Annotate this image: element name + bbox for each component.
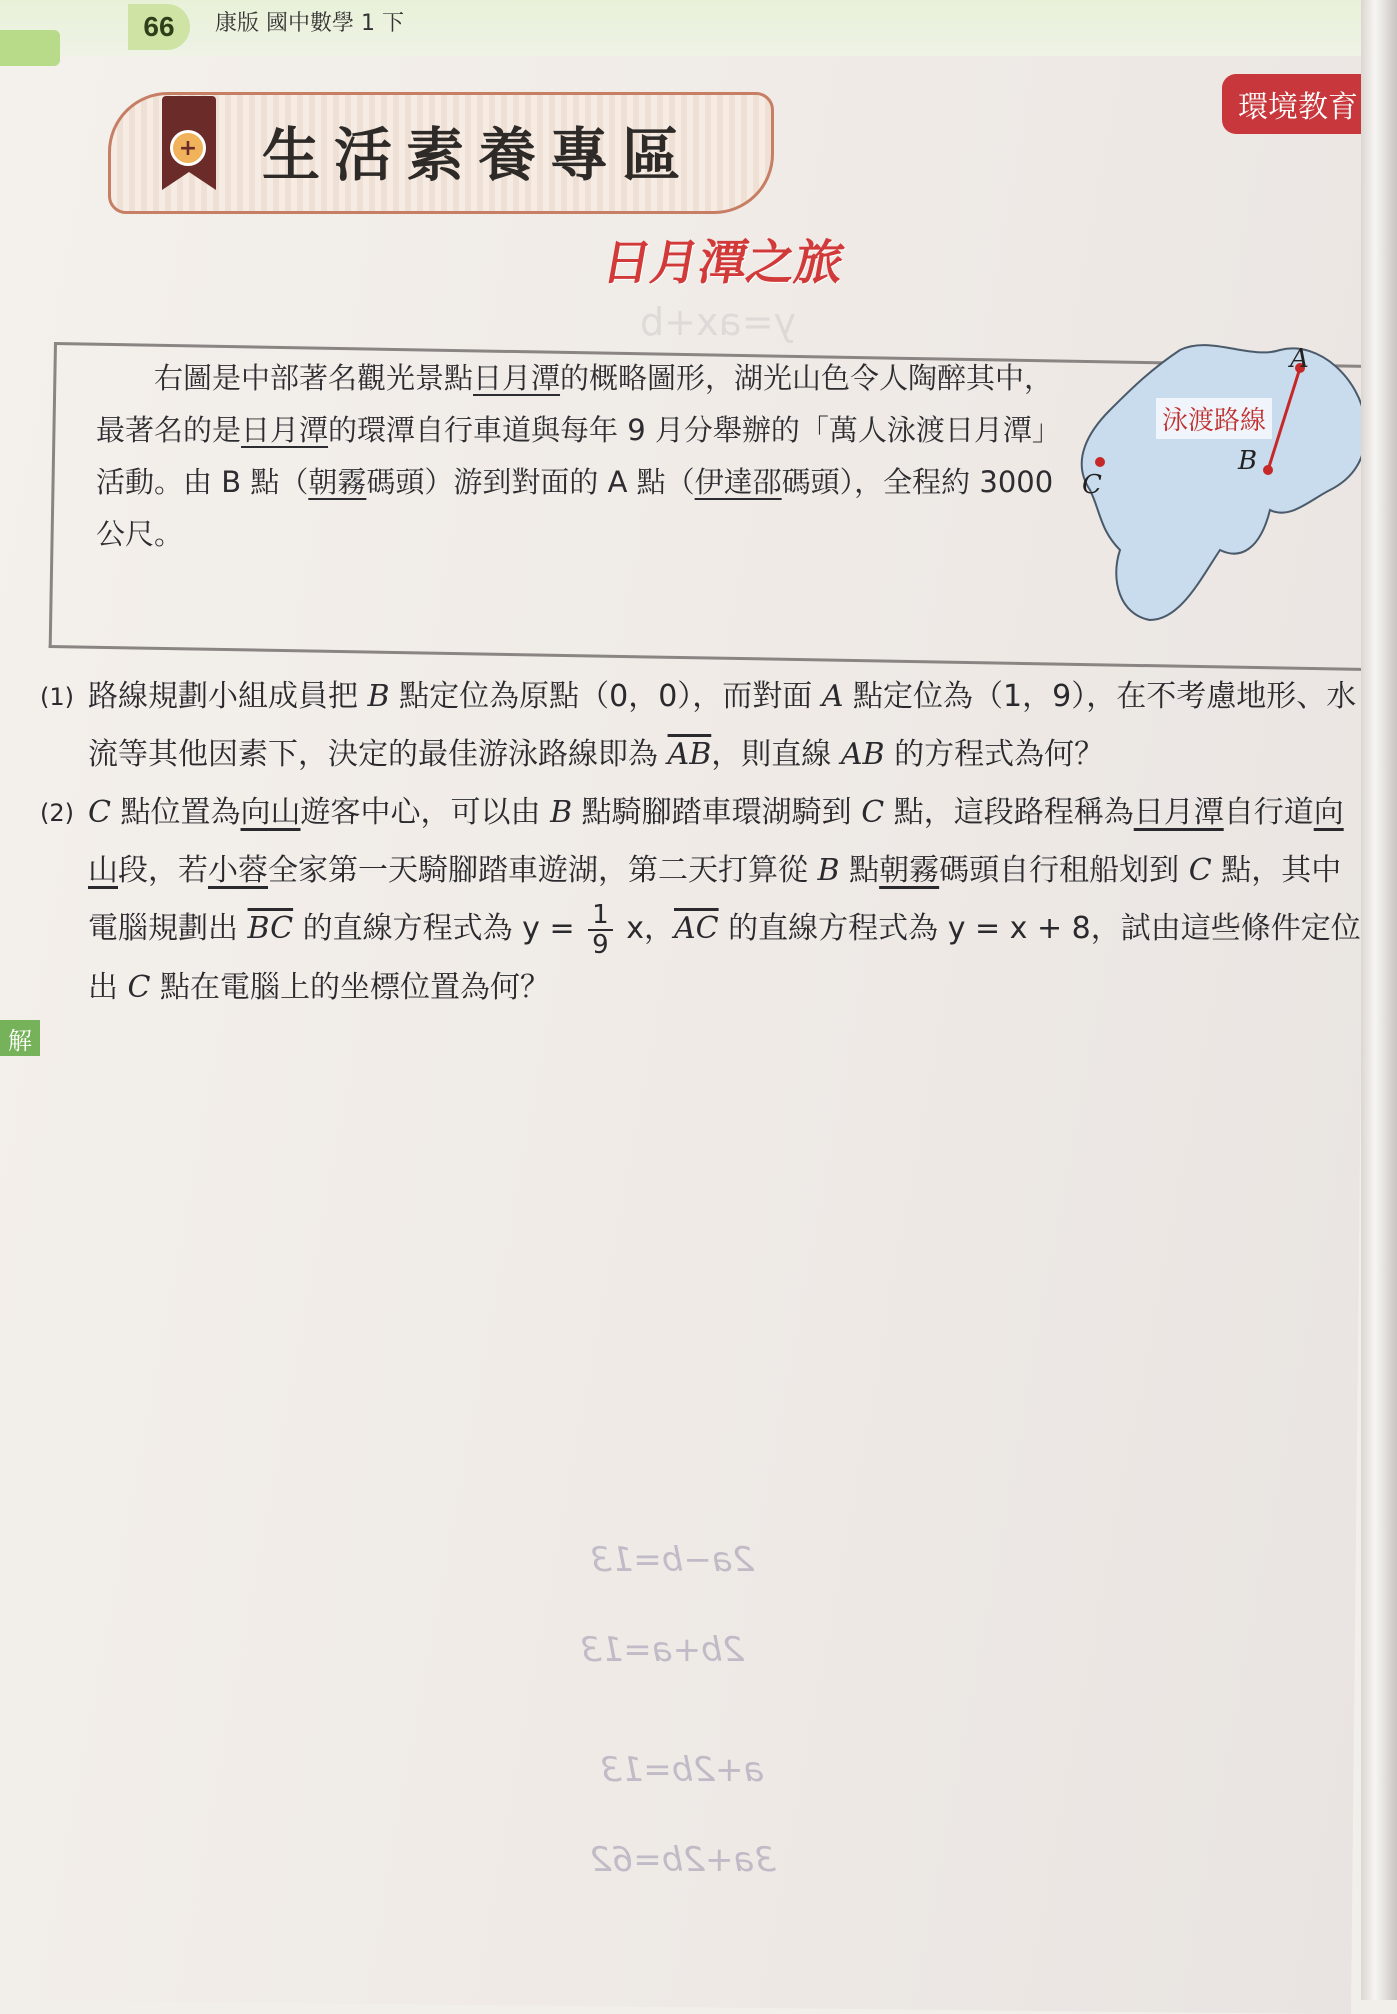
question-number: (2) [40, 799, 74, 827]
plus-badge-icon: + [170, 130, 206, 166]
topic-tag: 環境教育 [1222, 74, 1372, 134]
article-subtitle: 日月潭之旅 [598, 235, 849, 291]
chapter-tab [0, 30, 60, 66]
question-block [40, 668, 1370, 1017]
handwriting-3: a+2b=13 [600, 1750, 765, 1790]
bleed-through-text [640, 300, 796, 344]
book-spine-shadow [1361, 0, 1397, 2000]
map-point-c: C [1082, 470, 1102, 500]
handwriting-1: 2a−b=13 [590, 1540, 755, 1580]
fraction: $\frac{1}{9}$ [588, 901, 613, 959]
question-number: (1) [40, 683, 74, 711]
handwriting-4: 3a+2b=62 [590, 1840, 776, 1880]
section-title: 生活素養專區 [262, 121, 695, 189]
point-b-dot [1263, 465, 1273, 475]
handwriting-2: 2b+a=13 [580, 1630, 745, 1670]
question-2: (2) C 點位置為向山遊客中心，可以由 B 點騎腳踏車環湖騎到 C 點，這段路程稱為日月潭自行道向山段，若小蓉全家第一天騎腳踏車遊湖，第二天打算從 B 點朝霧碼頭自行租船划到 C 點，其中電腦規劃出 $\overline{BC}$ 的直線方程式為 y = $\frac{1}{9}$ x，$\overline{AC}$ 的直線方程式為 y = x + 8，試由這些條件定位出 C 點在電腦上的坐標位置為何？ [40, 784, 1370, 1017]
point-c-dot [1095, 457, 1105, 467]
map-point-b: B [1238, 446, 1258, 476]
sun-moon-lake-map [1060, 320, 1380, 640]
question-1: (1) 路線規劃小組成員把 B 點定位為原點（0，0），而對面 A 點定位為（1，9），在不考慮地形、水流等其他因素下，決定的最佳游泳路線即為 $\overline{AB}$，則直線 AB 的方程式為何？ [40, 668, 1370, 784]
solution-label: 解 [0, 1020, 40, 1056]
bleed-equation: y=ax+b [640, 300, 797, 344]
page-number: 66 [128, 4, 190, 50]
lake-shape [1082, 345, 1366, 620]
map-point-a: A [1290, 344, 1309, 374]
route-label: 泳渡路線 [1156, 398, 1272, 439]
page-header-band [0, 0, 1397, 56]
book-title: 康版 國中數學 1 下 [215, 11, 404, 36]
intro-text: 右圖是中部著名觀光景點日月潭的概略圖形，湖光山色令人陶醉其中，最著名的是日月潭的環潭自行車道與每年 9 月分舉辦的「萬人泳渡日月潭」活動。由 B 點（朝霧碼頭）游到對面的 A 點（伊達邵碼頭），全程約 3000 公尺。 [96, 361, 1054, 551]
